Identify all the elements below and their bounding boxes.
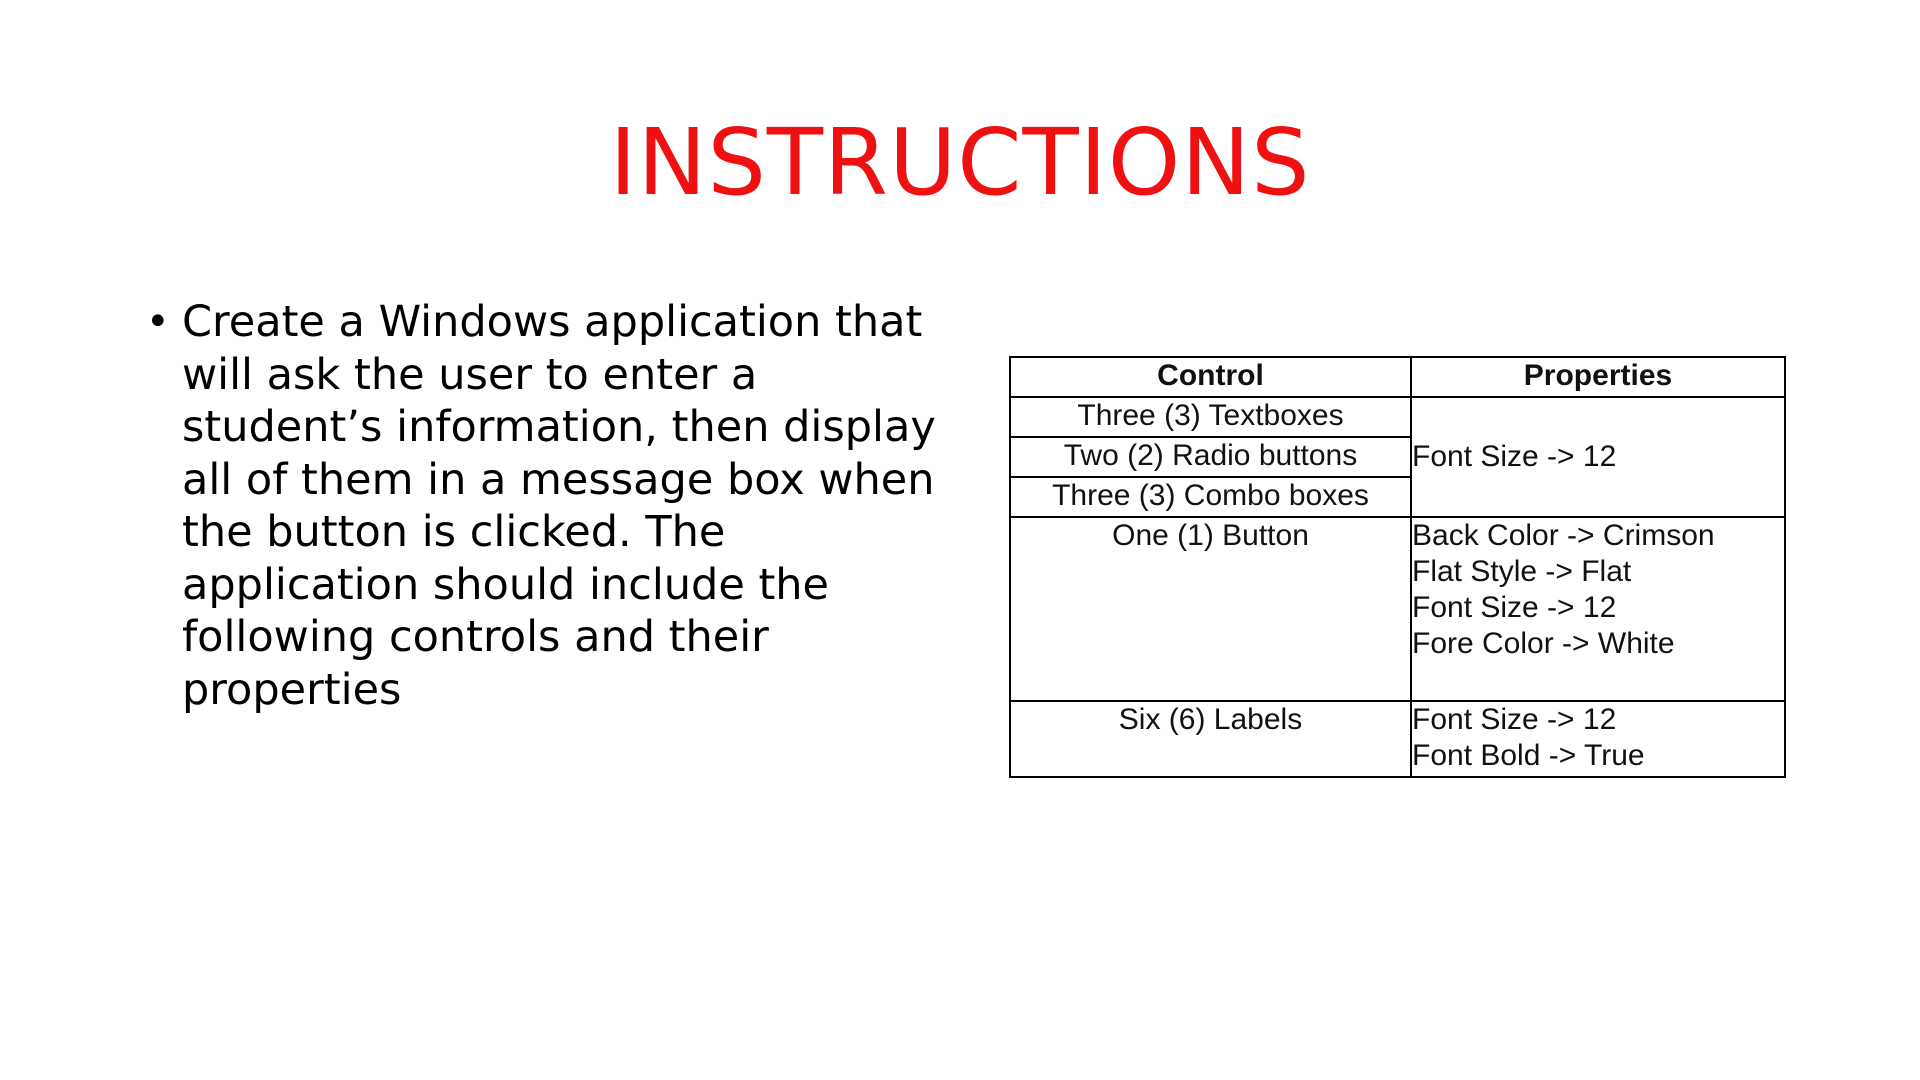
- control-button: One (1) Button: [1010, 517, 1411, 701]
- instruction-text: Create a Windows application that will ask the user to enter a student’s information, then display all of them in a message box when the button is clicked. The application should include the following controls and their properties: [182, 297, 936, 715]
- properties-group-inputs: [1411, 397, 1785, 517]
- header-control: Control: [1010, 357, 1411, 397]
- table-row: [1010, 701, 1785, 777]
- control-radio-buttons: Two (2) Radio buttons: [1010, 437, 1411, 477]
- instruction-bullet: [146, 296, 956, 716]
- property-font-size: Font Size -> 12: [1412, 703, 1617, 736]
- controls-properties-table: [1009, 356, 1786, 778]
- controls-table-container: [1009, 356, 1784, 772]
- bullet-dot: •: [146, 299, 170, 345]
- properties-group-labels: [1411, 701, 1785, 777]
- control-textboxes: Three (3) Textboxes: [1010, 397, 1411, 437]
- property-back-color: Back Color -> Crimson: [1412, 519, 1715, 552]
- slide-title: INSTRUCTIONS: [609, 109, 1311, 216]
- table-row: [1010, 397, 1785, 437]
- property-font-size: Font Size -> 12: [1412, 440, 1617, 473]
- table-header-row: [1010, 357, 1785, 397]
- control-combo-boxes: Three (3) Combo boxes: [1010, 477, 1411, 517]
- properties-group-button: [1411, 517, 1785, 701]
- control-labels: Six (6) Labels: [1010, 701, 1411, 777]
- property-font-bold: Font Bold -> True: [1412, 739, 1645, 772]
- property-flat-style: Flat Style -> Flat: [1412, 555, 1632, 588]
- property-font-size: Font Size -> 12: [1412, 591, 1617, 624]
- table-row: [1010, 517, 1785, 701]
- property-fore-color: Fore Color -> White: [1412, 627, 1675, 660]
- header-properties: Properties: [1411, 357, 1785, 397]
